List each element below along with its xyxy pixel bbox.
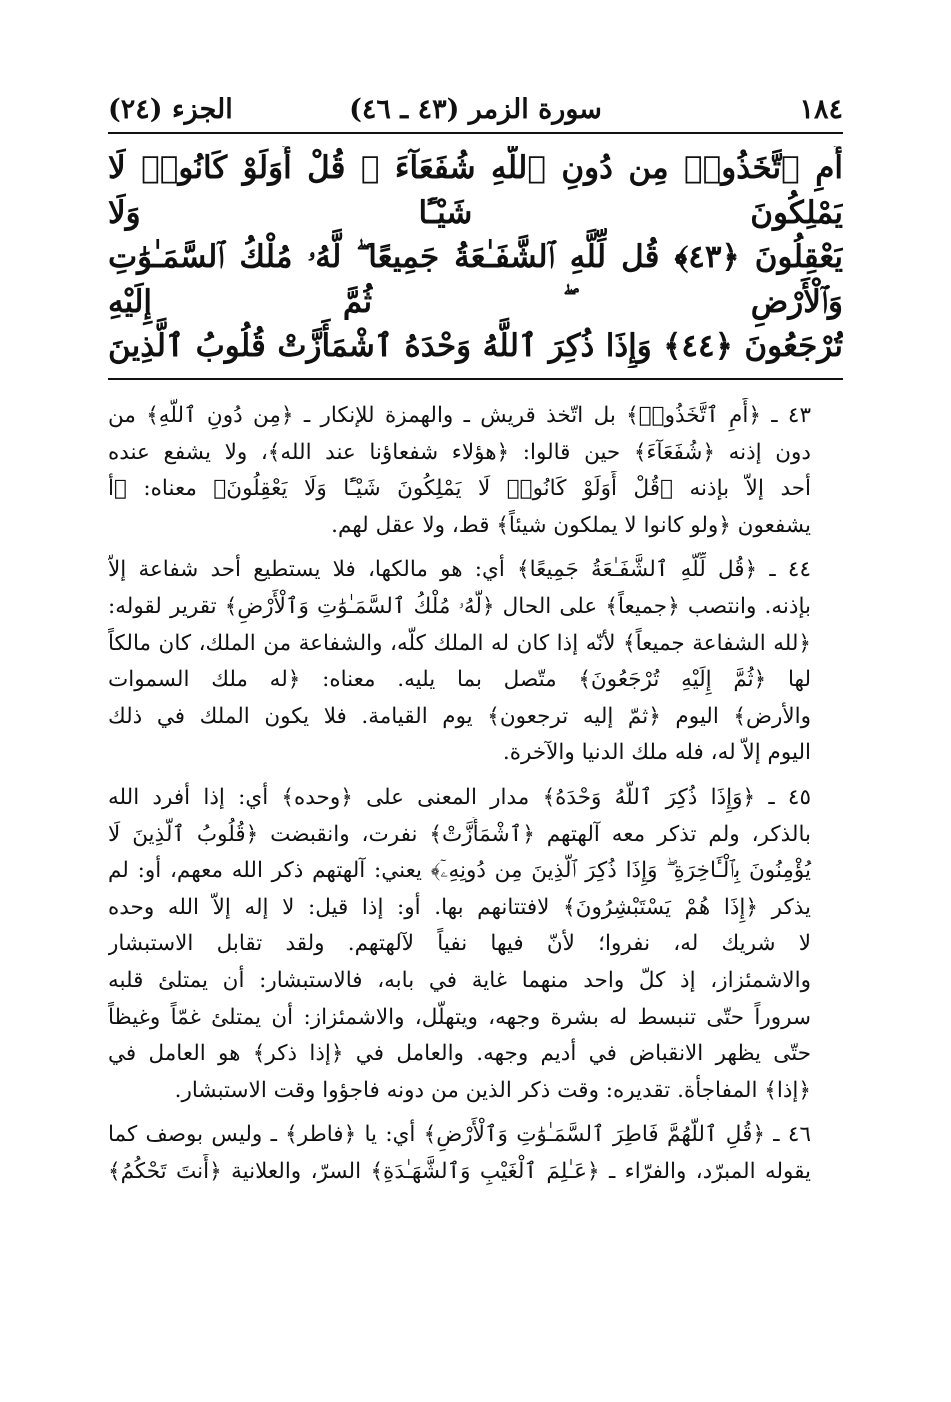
page-number: ١٨٤ [799, 94, 843, 125]
header-divider [108, 132, 843, 134]
commentary-line: ٤٤ ـ ﴿قُل لِّلَّهِ ٱلشَّفَـٰعَةُ جَمِيعًا﴾ أي: هو مالكها، فلا يستطيع أحد شفاعة إلاّ [108, 557, 811, 583]
commentary-line: ٤٥ ـ ﴿وَإِذَا ذُكِرَ ٱللَّهُ وَحْدَهُ﴾ مدار المعنى على ﴿وحده﴾ أي: إذا أفرد الله [108, 784, 811, 810]
commentary-line: لا شريك له، نفروا؛ لأنّ فيها نفياً لآلهتهم. ولقد تقابل الاستبشار [108, 931, 811, 957]
commentary-line: دون إذنه ﴿شُفَعَآءَ﴾ حين قالوا: ﴿هؤلاء شفعاؤنا عند الله﴾، ولا يشفع عنده [108, 439, 811, 465]
commentary-line: ﴿لله الشفاعة جميعاً﴾ لأنّه إذا كان له الملك كلّه، والشفاعة من الملك، كان مالكاً [108, 630, 811, 656]
book-page [108, 88, 843, 1198]
commentary-paragraph-46 [108, 1117, 843, 1190]
commentary-line: يذكر ﴿إِذَا هُمْ يَسْتَبْشِرُونَ﴾ لافتتانهم بها. أو: إذا قيل: لا إله إلاّ الله وحده [108, 894, 811, 920]
commentary-line: والأرض﴾ اليوم ﴿ثمّ إليه ترجعون﴾ يوم القيامة. فلا يكون الملك في ذلك [108, 703, 811, 729]
commentary-line: ٤٣ ـ ﴿أَمِ ٱتَّخَذُوا۟﴾ بل اتّخذ قريش ـ والهمزة للإنكار ـ ﴿مِن دُونِ ٱللَّهِ﴾ من [108, 403, 811, 428]
page-header [108, 88, 843, 132]
commentary-paragraph-43 [108, 398, 843, 544]
commentary-line: يشفعون ﴿ولو كانوا لا يملكون شيئاً﴾ قط، ولا عقل لهم. [331, 512, 811, 538]
commentary-line: سروراً حتّى تنبسط له بشرة وجهه، ويتهلّل، والاشمئزاز: أن يمتلئ غمّاً وغيظاً [108, 1004, 811, 1030]
tafsir-commentary [108, 398, 843, 1190]
commentary-line: بإذنه. وانتصب ﴿جميعاً﴾ على الحال ﴿لَّهُۥ مُلْكُ ٱلسَّمَـٰوَٰتِ وَٱلْأَرْضِ﴾ تقرير لقوله: [108, 593, 811, 619]
commentary-line: يُؤْمِنُونَ بِٱلْـَٔاخِرَةِ ۖ وَإِذَا ذُكِرَ ٱلَّذِينَ مِن دُونِهِۦٓ﴾ يعني: آلهتهم ذكر الله معهم، أو: لم [108, 858, 811, 884]
commentary-line: حتّى يظهر الانقباض في أديم وجهه. والعامل في ﴿إذا ذكر﴾ هو العامل في [108, 1041, 811, 1067]
commentary-paragraph-44 [108, 552, 843, 772]
commentary-line: ﴿إذا﴾ المفاجأة. تقديره: وقت ذكر الذين من دونه فاجؤوا وقت الاستبشار. [174, 1077, 811, 1103]
section-divider [108, 378, 843, 380]
commentary-line: لها ﴿ثُمَّ إِلَيْهِ تُرْجَعُونَ﴾ متّصل بما يليه. معناه: ﴿له ملك السموات [108, 667, 811, 693]
commentary-paragraph-45 [108, 780, 843, 1109]
commentary-line: اليوم إلاّ له، فله ملك الدنيا والآخرة. [502, 740, 811, 766]
commentary-line: أحد إلاّ بإذنه ﴿قُلْ أَوَلَوْ كَانُوا۟ لَا يَمْلِكُونَ شَيْـًٔا وَلَا يَعْقِلُونَ﴾ معناه: ﴿أ [108, 476, 811, 502]
commentary-line: ٤٦ ـ ﴿قُلِ ٱللَّهُمَّ فَاطِرَ ٱلسَّمَـٰوَٰتِ وَٱلْأَرْضِ﴾ أي: يا ﴿فاطر﴾ ـ وليس بوصف كما [108, 1122, 811, 1148]
verse-line: أَمِ ٱتَّخَذُوا۟ مِن دُونِ ٱللَّهِ شُفَعَآءَ ۚ قُلْ أَوَلَوْ كَانُوا۟ لَا يَمْلِكُونَ شَيْـًٔا وَلَا [108, 150, 843, 231]
quran-verses [108, 146, 843, 368]
verse-line: تُرْجَعُونَ ﴿٤٤﴾ وَإِذَا ذُكِرَ ٱللَّهُ وَحْدَهُ ٱشْمَأَزَّتْ قُلُوبُ ٱلَّذِينَ [108, 328, 843, 364]
verse-line: يَعْقِلُونَ ﴿٤٣﴾ قُل لِّلَّهِ ٱلشَّفَـٰعَةُ جَمِيعًا ۖ لَّهُۥ مُلْكُ ٱلسَّمَـٰوَٰتِ وَٱلْأَرْضِ ۖ ثُمَّ إِلَيْهِ [108, 239, 843, 320]
surah-title: سورة الزمر (٤٣ ـ ٤٦) [349, 94, 602, 125]
commentary-line: بالذكر، ولم تذكر معه آلهتهم ﴿ٱشْمَأَزَّتْ﴾ نفرت، وانقبضت ﴿قُلُوبُ ٱلَّذِينَ لَا [108, 821, 811, 847]
commentary-line: والاشمئزاز، إذ كلّ واحد منهما غاية في بابه، فالاستبشار: أن يمتلئ قلبه [108, 967, 811, 993]
commentary-line: يقوله المبرّد، والفرّاء ـ ﴿عَـٰلِمَ ٱلْغَيْبِ وَٱلشَّهَـٰدَةِ﴾ السرّ، والعلانية ﴿أَنتَ تَحْكُمُ﴾ [108, 1158, 811, 1184]
juz-label: الجزء (٢٤) [108, 94, 233, 125]
